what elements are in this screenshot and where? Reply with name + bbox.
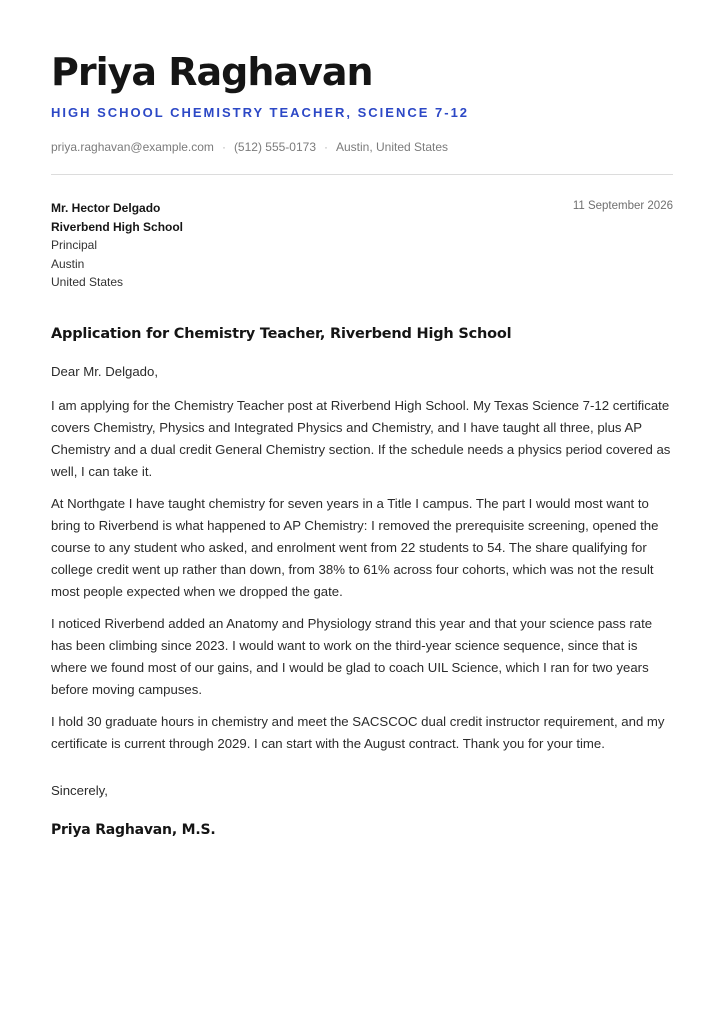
contact-location: Austin, United States [336,140,449,154]
recipient-name: Mr. Hector Delgado [51,201,161,215]
salutation: Dear Mr. Delgado, [51,363,159,379]
body-paragraph: At Northgate I have taught chemistry for seven years in a Title I campus. The part I would most want to bring to Riverbend is what happened to AP Chemistry: I removed the prerequisite screening, opened the course to any student who asked, and enrolment went from 22 students to 54. The share qualifying for college credit went up rather than down, from 38% to 61% across four cohorts, which was not the result most people expected when we dropped the gate. [51,495,659,599]
applicant-name: Priya Raghavan [51,50,373,94]
recipient-country: United States [51,275,124,289]
letter-date: 11 September 2026 [572,200,673,212]
contact-line [51,140,673,154]
letter-subject: Application for Chemistry Teacher, Riverbend High School [51,325,512,342]
body-paragraph: I noticed Riverbend added an Anatomy and Physiology strand this year and that your science pass rate has been climbing since 2023. I would want to work on the third-year science sequence, since that is where we found most of our gains, and I would be glad to coach UIL Science, which I ran for two years before moving campuses. [51,615,653,697]
letter-header [51,0,673,175]
letter-body [51,361,673,755]
body-paragraph: I am applying for the Chemistry Teacher post at Riverbend High School. My Texas Science 7-12 certificate covers Chemistry, Physics and Integrated Physics and Chemistry, and I have taught all three, plus AP Chemistry and a dual credit General Chemistry section. If the schedule needs a physics period covered as well, I can take it. [51,397,671,479]
recipient-city: Austin [51,256,85,271]
contact-separator: · [221,140,226,154]
contact-email: priya.raghavan@example.com [51,140,214,154]
letter-meta [51,199,673,292]
signature: Priya Raghavan, M.S. [51,821,216,838]
applicant-title: HIGH SCHOOL CHEMISTRY TEACHER, SCIENCE 7-12 [51,105,470,120]
header-divider [51,174,673,175]
body-paragraph: I hold 30 graduate hours in chemistry and meet the SACSCOC dual credit instructor requirement, and my certificate is current through 2029. I can start with the August contract. Thank you for your time. [51,713,665,751]
contact-separator: · [324,140,328,154]
recipient-role: Principal [51,238,98,252]
recipient-organization: Riverbend High School [51,219,184,234]
contact-phone: (512) 555-0173 [233,140,316,154]
recipient-block [51,199,183,292]
closing: Sincerely, [51,782,108,798]
